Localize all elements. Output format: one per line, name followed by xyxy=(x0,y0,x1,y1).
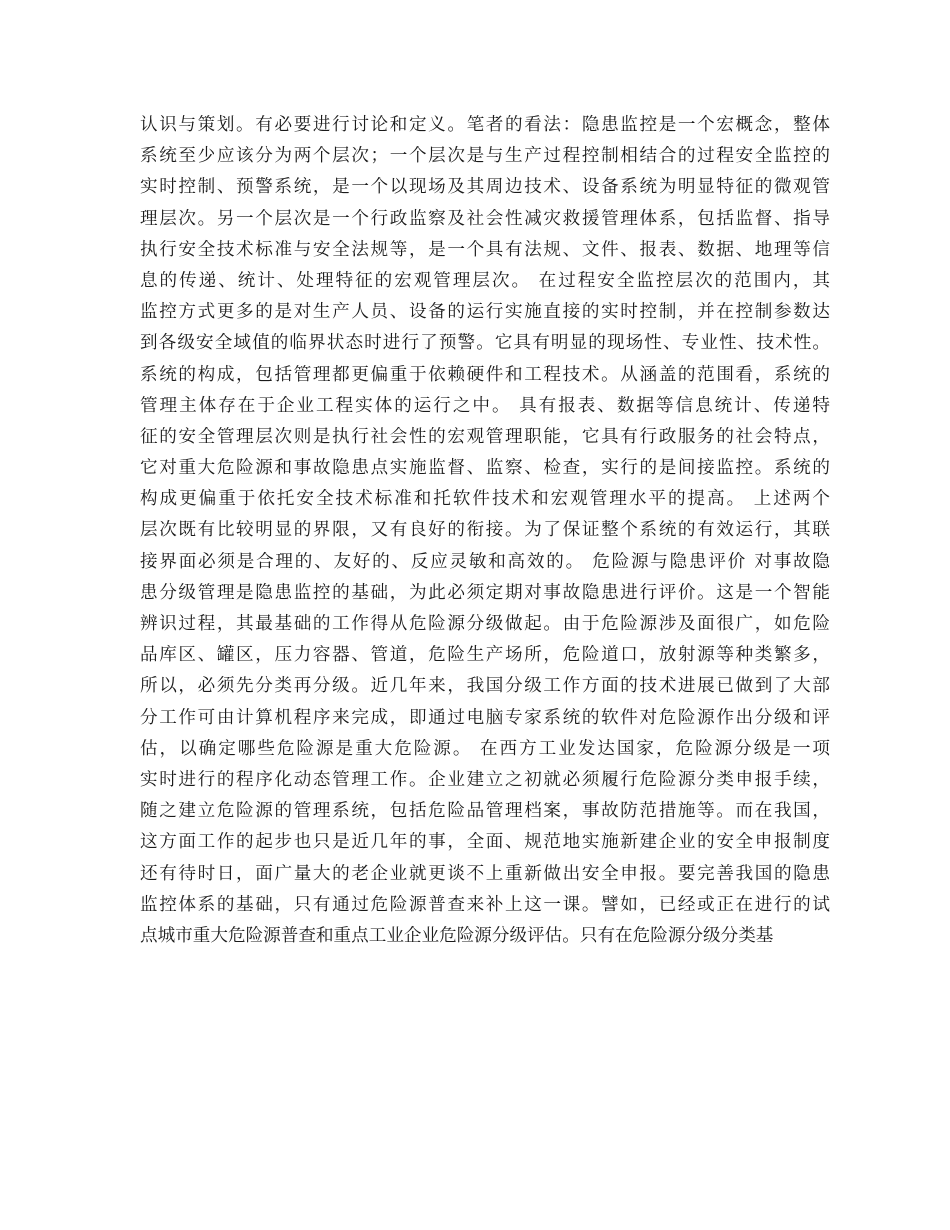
text-line-22: 实时进行的程序化动态管理工作。企业建立之初就必须履行危险源分类申报手续， xyxy=(140,769,830,790)
text-line-11: 征的安全管理层次则是执行社会性的宏观管理职能，它具有行政服务的社会特点， xyxy=(140,426,830,447)
text-line-7: 监控方式更多的是对生产人员、设备的运行实施直接的实时控制，并在控制参数达 xyxy=(140,302,830,323)
text-line-5: 执行安全技术标准与安全法规等，是一个具有法规、文件、报表、数据、地理等信 xyxy=(140,239,830,260)
text-line-20: 分工作可由计算机程序来完成，即通过电脑专家系统的软件对危险源作出分级和评 xyxy=(140,707,830,728)
text-line-1: 认识与策划。有必要进行讨论和定义。笔者的看法：隐患监控是一个宏概念，整体 xyxy=(140,115,830,135)
text-line-6: 息的传递、统计、处理特征的宏观管理层次。 在过程安全监控层次的范围内，其 xyxy=(140,270,830,291)
text-line-26: 监控体系的基础，只有通过危险源普查来补上这一课。譬如，已经或正在进行的试 xyxy=(140,894,830,915)
text-line-18: 品库区、罐区，压力容器、管道，危险生产场所，危险道口，放射源等种类繁多， xyxy=(140,645,830,666)
text-line-21: 估，以确定哪些危险源是重大危险源。 在西方工业发达国家，危险源分级是一项 xyxy=(140,738,830,759)
text-line-24: 这方面工作的起步也只是近几年的事，全面、规范地实施新建企业的安全申报制度 xyxy=(140,832,830,853)
text-line-15: 接界面必须是合理的、友好的、反应灵敏和高效的。 危险源与隐患评价 对事故隐 xyxy=(140,551,830,572)
text-line-16: 患分级管理是隐患监控的基础，为此必须定期对事故隐患进行评价。这是一个智能 xyxy=(140,582,830,603)
text-line-17: 辨识过程，其最基础的工作得从危险源分级做起。由于危险源涉及面很广，如危险 xyxy=(140,614,830,634)
text-line-9: 系统的构成，包括管理都更偏重于依赖硬件和工程技术。从涵盖的范围看，系统的 xyxy=(140,364,830,385)
text-line-27: 点城市重大危险源普查和重点工业企业危险源分级评估。只有在危险源分级分类基 xyxy=(140,925,774,946)
text-line-23: 随之建立危险源的管理系统，包括危险品管理档案，事故防范措施等。而在我国， xyxy=(140,801,830,822)
text-line-25: 还有待时日，面广量大的老企业就更谈不上重新做出安全申报。要完善我国的隐患 xyxy=(140,863,830,884)
text-line-8: 到各级安全域值的临界状态时进行了预警。它具有明显的现场性、专业性、技术性。 xyxy=(140,333,830,354)
text-line-4: 理层次。另一个层次是一个行政监察及社会性减灾救援管理体系，包括监督、指导 xyxy=(140,208,830,229)
text-line-12: 它对重大危险源和事故隐患点实施监督、监察、检查，实行的是间接监控。系统的 xyxy=(140,458,830,479)
text-line-3: 实时控制、预警系统，是一个以现场及其周边技术、设备系统为明显特征的微观管 xyxy=(140,177,830,198)
text-line-10: 管理主体存在于企业工程实体的运行之中。 具有报表、数据等信息统计、传递特 xyxy=(140,395,830,416)
body-text xyxy=(140,110,830,952)
text-line-14: 层次既有比较明显的界限，又有良好的衔接。为了保证整个系统的有效运行，其联 xyxy=(140,520,830,541)
text-line-19: 所以，必须先分类再分级。近几年来，我国分级工作方面的技术进展已做到了大部 xyxy=(140,676,830,697)
text-line-13: 构成更偏重于依托安全技术标准和托软件技术和宏观管理水平的提高。 上述两个 xyxy=(140,489,830,510)
text-line-2: 系统至少应该分为两个层次；一个层次是与生产过程控制相结合的过程安全监控的 xyxy=(140,146,830,167)
